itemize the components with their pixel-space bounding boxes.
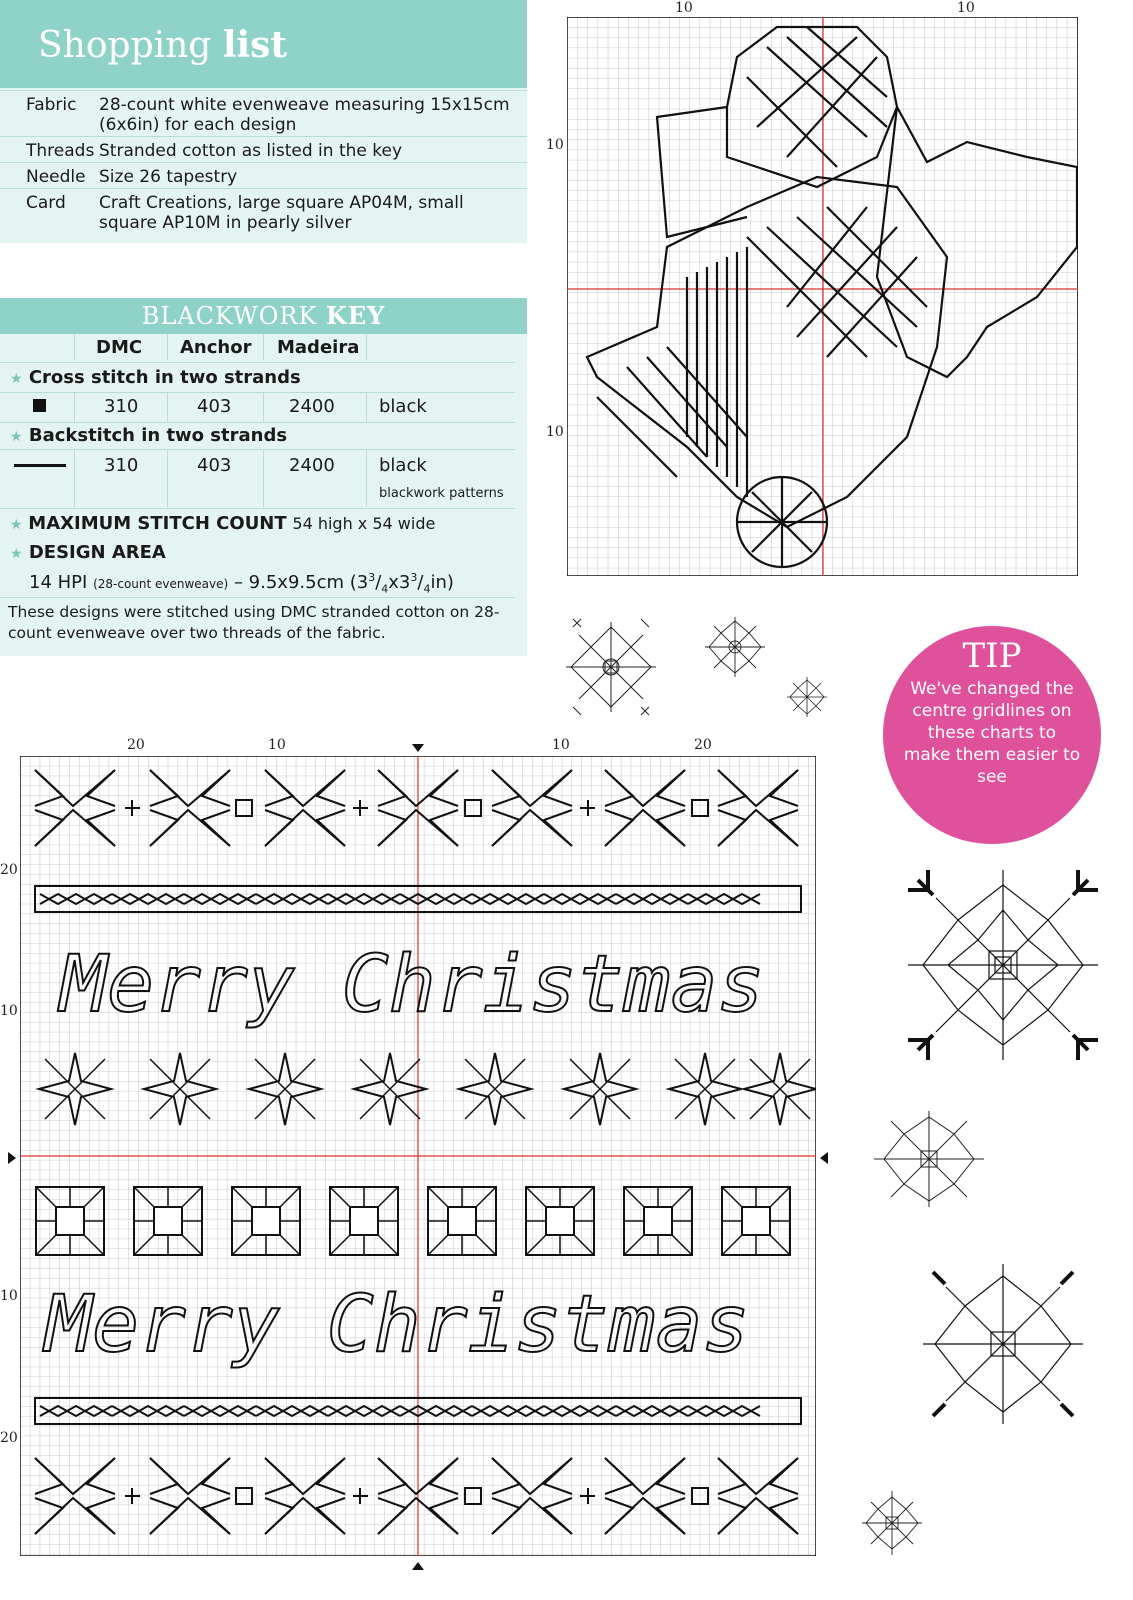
item-value: 28-count white evenweave measuring 15x15cm (6x6in) for each design (99, 95, 510, 135)
design-area-value: 14 HPI (28-count evenweave) – 9.5x9.5cm $(3^3/_4x3^3/_4in)$ (29, 571, 454, 596)
shopping-list-panel (0, 0, 527, 243)
column-header-madeira: Madeira (277, 337, 360, 358)
blackwork-key-panel (0, 298, 527, 656)
bell-top-label: 10 (675, 0, 693, 16)
shopping-item-fabric (0, 90, 527, 135)
section-backstitch: ★ Backstitch in two strands (10, 425, 288, 446)
sampler-top-label: 10 (268, 737, 286, 753)
shopping-item-threads (0, 136, 527, 162)
snowflake-icon (916, 1254, 1090, 1434)
star-icon: ★ (10, 371, 23, 387)
divider (74, 334, 75, 360)
back-note: blackwork patterns (379, 486, 504, 501)
backstitch-symbol-icon (14, 464, 66, 467)
snowflake-icon (868, 1106, 990, 1212)
item-label: Fabric (26, 95, 77, 115)
divider (167, 334, 168, 360)
sampler-top-label: 20 (127, 737, 145, 753)
divider (0, 362, 515, 363)
divider (263, 449, 264, 507)
divider (0, 597, 515, 598)
max-stitch-count: ★ MAXIMUM STITCH COUNT 54 high x 54 wide (10, 513, 436, 534)
sampler-left-label: 20 (0, 862, 18, 878)
divider (0, 508, 515, 509)
key-footnote: These designs were stitched using DMC stranded cotton on 28-count evenweave over two threads of the fabric. (8, 603, 500, 642)
bell-top-label: 10 (957, 0, 975, 16)
divider (263, 392, 264, 422)
key-header (0, 298, 527, 334)
centre-arrow-icon (818, 1150, 830, 1166)
item-label: Threads (26, 141, 95, 161)
tip-badge (883, 626, 1101, 844)
sampler-left-label: 10 (0, 1003, 18, 1019)
column-header-anchor: Anchor (180, 337, 252, 358)
divider (366, 334, 367, 360)
divider (263, 334, 264, 360)
item-value: Stranded cotton as listed in the key (99, 141, 403, 161)
item-label: Needle (26, 167, 86, 187)
snowflake-icon (896, 858, 1110, 1072)
snowflake-icon (784, 674, 830, 720)
shopping-item-card (0, 188, 527, 239)
sampler-left-label: 10 (0, 1288, 18, 1304)
cross-stitch-symbol-icon (33, 399, 46, 412)
merry-christmas-sampler-chart (20, 756, 816, 1556)
snowflake-icon (858, 1478, 926, 1568)
divider (0, 422, 515, 423)
merry-christmas-text-2: Merry Christmas (45, 1280, 750, 1370)
shopping-list-title: Shopping list (38, 24, 288, 66)
item-value: Craft Creations, large square AP04M, small square AP10M in pearly silver (99, 193, 464, 233)
bell-left-label: 10 (546, 424, 564, 440)
centre-arrow-icon (6, 1150, 18, 1166)
design-area-label: ★ DESIGN AREA (10, 542, 166, 563)
back-madeira: 2400 (289, 455, 335, 476)
item-label: Card (26, 193, 66, 213)
divider (0, 392, 515, 393)
centre-arrow-icon (410, 742, 426, 754)
divider (366, 392, 367, 422)
centre-arrow-icon (410, 1560, 426, 1572)
sampler-left-label: 20 (0, 1430, 18, 1446)
tip-title: TIP (962, 636, 1022, 676)
back-dmc: 310 (104, 455, 139, 476)
divider (0, 449, 515, 450)
shopping-item-needle (0, 162, 527, 188)
bell-left-label: 10 (546, 137, 564, 153)
star-icon: ★ (10, 517, 23, 533)
cross-anchor: 403 (197, 396, 232, 417)
tip-text: We've changed the centre gridlines on these charts to make them easier to see (903, 679, 1081, 787)
back-anchor: 403 (197, 455, 232, 476)
cross-dmc: 310 (104, 396, 139, 417)
shopping-list-header (0, 0, 527, 88)
divider (366, 449, 367, 507)
divider (167, 449, 168, 507)
star-icon: ★ (10, 546, 23, 562)
snowflake-icon (700, 612, 770, 682)
divider (74, 449, 75, 507)
cross-colour: black (379, 396, 427, 417)
cross-madeira: 2400 (289, 396, 335, 417)
snowflake-icon (556, 612, 666, 722)
merry-christmas-text-1: Merry Christmas (60, 940, 765, 1030)
key-title: BLACKWORK KEY (141, 301, 386, 330)
back-colour: black (379, 455, 427, 476)
section-cross-stitch: ★ Cross stitch in two strands (10, 367, 301, 388)
bell-blackwork-chart (567, 17, 1078, 576)
star-icon: ★ (10, 429, 23, 445)
item-value: Size 26 tapestry (99, 167, 238, 187)
sampler-top-label: 10 (552, 737, 570, 753)
divider (74, 392, 75, 422)
column-header-dmc: DMC (96, 337, 143, 358)
divider (167, 392, 168, 422)
sampler-top-label: 20 (694, 737, 712, 753)
